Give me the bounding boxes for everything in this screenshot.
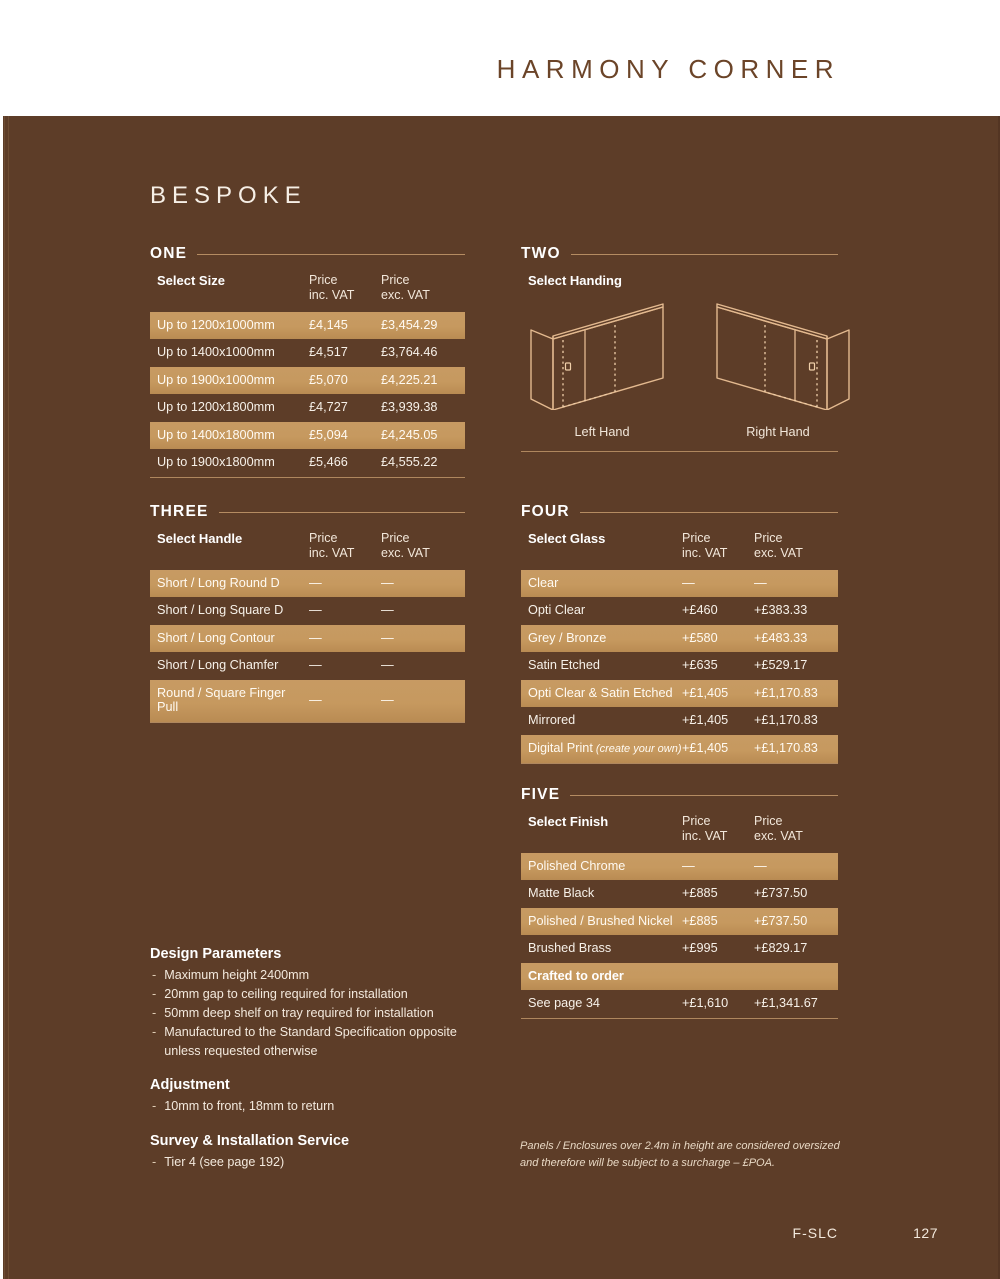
row-label: Round / Square Finger Pull xyxy=(150,680,309,722)
row-label: Clear xyxy=(521,570,682,598)
table-row[interactable] xyxy=(521,652,838,680)
price-exc-vat-cell: — xyxy=(381,603,394,618)
row-label: Up to 1400x1000mm xyxy=(157,345,275,360)
row-label: Mirrored xyxy=(528,713,576,728)
price-exc-vat-cell: +£829.17 xyxy=(754,941,808,956)
price-exc-line1: Price xyxy=(754,531,783,545)
page-heading: BESPOKE xyxy=(150,182,307,209)
price-inc-vat-cell: +£885 xyxy=(682,886,718,901)
price-inc-vat-cell: — xyxy=(309,658,322,673)
table-row[interactable] xyxy=(150,570,465,598)
price-inc-vat-header xyxy=(309,528,381,570)
price-exc-vat-header xyxy=(381,528,465,570)
section-two-rule xyxy=(571,254,838,255)
dash-bullet-icon: - xyxy=(152,1099,157,1114)
price-inc-vat-cell: £4,727 xyxy=(309,400,348,415)
price-exc-vat-cell: — xyxy=(754,570,838,598)
dash-bullet-icon: - xyxy=(152,968,157,982)
notes-item-text: 50mm deep shelf on tray required for installation xyxy=(164,1005,434,1020)
section-one xyxy=(150,245,465,478)
section-five-rule xyxy=(570,795,838,796)
table-row[interactable] xyxy=(150,597,465,625)
table-row[interactable] xyxy=(521,597,838,625)
size-table xyxy=(150,270,465,477)
price-exc-vat-cell: +£483.33 xyxy=(754,625,838,653)
row-label: Up to 1900x1800mm xyxy=(157,455,275,470)
price-exc-vat-cell: +£383.33 xyxy=(754,603,808,618)
row-label: Opti Clear xyxy=(528,603,586,618)
section-five-bottom-rule xyxy=(521,1018,838,1019)
size-column-header: Select Size xyxy=(157,273,225,288)
section-three-header xyxy=(150,503,465,521)
handing-option-left[interactable] xyxy=(527,302,677,439)
table-row[interactable] xyxy=(521,990,838,1018)
price-exc-vat-cell: +£1,341.67 xyxy=(754,996,818,1011)
table-row[interactable] xyxy=(521,908,838,936)
section-five-header xyxy=(521,786,838,804)
glass-table-body xyxy=(521,570,838,763)
price-inc-vat-header xyxy=(682,528,754,570)
page-body xyxy=(0,116,1000,1279)
section-one-rule xyxy=(197,254,465,255)
section-two-number: TWO xyxy=(521,245,561,262)
price-inc-vat-cell: +£1,405 xyxy=(682,713,729,728)
price-inc-vat-cell: +£1,610 xyxy=(682,996,729,1011)
notes-item xyxy=(150,985,490,1004)
page-left-rule-1 xyxy=(4,116,5,1279)
price-exc-vat-cell: £4,245.05 xyxy=(381,422,465,450)
table-row[interactable] xyxy=(150,680,465,722)
row-label: Short / Long Contour xyxy=(150,625,309,653)
notes-item-text: 20mm gap to ceiling required for installation xyxy=(164,986,408,1001)
table-row[interactable] xyxy=(521,625,838,653)
price-inc-line1: Price xyxy=(309,273,338,287)
section-four-number: FOUR xyxy=(521,503,570,520)
left-hand-enclosure-icon xyxy=(527,302,677,410)
table-row[interactable] xyxy=(150,449,465,477)
table-header-row xyxy=(521,811,838,853)
row-label: Short / Long Square D xyxy=(157,603,284,618)
row-label: Up to 1200x1000mm xyxy=(150,312,309,340)
price-exc-line2: exc. VAT xyxy=(381,288,430,303)
price-inc-line2: inc. VAT xyxy=(682,546,728,561)
notes-heading: Survey & Installation Service xyxy=(150,1133,350,1150)
price-exc-vat-cell: +£1,170.83 xyxy=(754,735,838,763)
price-exc-vat-cell: +£529.17 xyxy=(754,658,808,673)
table-header-row xyxy=(521,528,838,570)
row-label: Short / Long Chamfer xyxy=(157,658,279,673)
row-label: Satin Etched xyxy=(528,658,600,673)
row-label: Brushed Brass xyxy=(528,941,612,956)
section-three-bottom-rule xyxy=(150,722,465,723)
price-inc-line2: inc. VAT xyxy=(682,829,728,844)
table-row[interactable] xyxy=(150,367,465,395)
price-inc-vat-cell: +£580 xyxy=(682,625,754,653)
price-inc-vat-cell: +£995 xyxy=(682,941,718,956)
section-four xyxy=(521,503,838,764)
price-inc-vat-cell: — xyxy=(309,570,381,598)
handle-column-header: Select Handle xyxy=(157,531,243,546)
row-label: See page 34 xyxy=(528,996,600,1011)
notes-panel xyxy=(150,946,490,1172)
row-label: Up to 1900x1000mm xyxy=(150,367,309,395)
row-label: Grey / Bronze xyxy=(521,625,682,653)
price-exc-line2: exc. VAT xyxy=(754,546,803,561)
notes-spacer xyxy=(150,1116,490,1133)
dash-bullet-icon: - xyxy=(152,1005,157,1020)
row-label: Digital Print (create your own) xyxy=(521,735,682,763)
dash-bullet-icon: - xyxy=(152,986,157,1001)
price-inc-vat-cell: £5,466 xyxy=(309,455,348,470)
row-label: Matte Black xyxy=(528,886,595,901)
handing-caption-right: Right Hand xyxy=(746,425,810,439)
handing-option-right[interactable] xyxy=(703,302,853,439)
price-inc-vat-cell: — xyxy=(682,853,754,881)
price-inc-line1: Price xyxy=(682,531,711,545)
row-label: Opti Clear & Satin Etched xyxy=(521,680,682,708)
price-inc-vat-cell: — xyxy=(309,625,381,653)
section-three xyxy=(150,503,465,723)
price-exc-vat-cell: — xyxy=(381,625,465,653)
section-two-bottom-rule xyxy=(521,451,838,452)
table-row[interactable] xyxy=(521,963,838,991)
price-inc-vat-cell: +£460 xyxy=(682,603,718,618)
handing-options xyxy=(521,302,838,439)
notes-item xyxy=(150,966,490,985)
glass-table xyxy=(521,528,838,763)
price-exc-line1: Price xyxy=(754,814,783,828)
table-header-row xyxy=(150,528,465,570)
price-inc-vat-cell: +£885 xyxy=(682,908,754,936)
row-label: Crafted to order xyxy=(521,963,682,991)
table-row[interactable] xyxy=(150,339,465,367)
table-row[interactable] xyxy=(521,707,838,735)
price-exc-vat-cell: +£1,170.83 xyxy=(754,713,818,728)
price-inc-vat-cell: £5,094 xyxy=(309,422,381,450)
price-exc-vat-cell: £3,454.29 xyxy=(381,312,465,340)
section-one-bottom-rule xyxy=(150,477,465,478)
price-inc-vat-cell: — xyxy=(682,570,754,598)
row-label: Short / Long Round D xyxy=(150,570,309,598)
price-inc-vat-cell: £4,517 xyxy=(309,345,348,360)
table-row[interactable] xyxy=(150,652,465,680)
price-exc-vat-cell: +£1,170.83 xyxy=(754,680,838,708)
notes-spacer xyxy=(150,1060,490,1077)
section-four-bottom-rule xyxy=(521,763,838,764)
price-exc-line1: Price xyxy=(381,273,410,287)
row-label: Polished Chrome xyxy=(521,853,682,881)
price-inc-vat-cell: — xyxy=(309,680,381,722)
notes-item xyxy=(150,1097,490,1116)
section-four-rule xyxy=(580,512,838,513)
price-inc-vat-cell: +£635 xyxy=(682,658,718,673)
notes-item xyxy=(150,1153,490,1172)
section-two xyxy=(521,245,838,452)
table-row[interactable] xyxy=(521,853,838,881)
handle-table-body xyxy=(150,570,465,723)
row-label: Polished / Brushed Nickel xyxy=(521,908,682,936)
price-exc-line1: Price xyxy=(381,531,410,545)
price-exc-vat-header xyxy=(754,811,838,853)
price-inc-vat-cell: £4,145 xyxy=(309,312,381,340)
handle-table xyxy=(150,528,465,722)
notes-item-text: Maximum height 2400mm xyxy=(164,968,310,982)
table-row[interactable] xyxy=(521,880,838,908)
size-table-body xyxy=(150,312,465,478)
notes-heading: Design Parameters xyxy=(150,946,282,962)
price-exc-vat-cell: — xyxy=(381,680,465,722)
table-row[interactable] xyxy=(521,570,838,598)
table-header-row xyxy=(150,270,465,312)
section-four-header xyxy=(521,503,838,521)
notes-item-text: Tier 4 (see page 192) xyxy=(164,1155,285,1170)
dash-bullet-icon: - xyxy=(152,1155,157,1170)
row-label: Up to 1200x1800mm xyxy=(157,400,275,415)
price-exc-vat-cell: £3,764.46 xyxy=(381,345,438,360)
price-exc-vat-cell: +£737.50 xyxy=(754,886,808,901)
price-inc-line1: Price xyxy=(682,814,711,828)
price-exc-vat-cell: £4,225.21 xyxy=(381,367,465,395)
section-two-header xyxy=(521,245,838,263)
product-code: F-SLC xyxy=(792,1225,838,1241)
table-row[interactable] xyxy=(521,680,838,708)
table-row[interactable] xyxy=(521,935,838,963)
price-exc-vat-cell: — xyxy=(381,570,465,598)
notes-item-text: Manufactured to the Standard Specification opposite unless requested otherwise xyxy=(164,1024,457,1058)
price-exc-vat-cell: +£737.50 xyxy=(754,908,838,936)
section-three-rule xyxy=(219,512,465,513)
price-exc-line2: exc. VAT xyxy=(381,546,430,561)
notes-item-text: 10mm to front, 18mm to return xyxy=(164,1099,335,1114)
price-inc-vat-cell: +£1,405 xyxy=(682,735,754,763)
price-inc-vat-header xyxy=(309,270,381,312)
masthead xyxy=(0,0,1000,116)
price-exc-vat-header xyxy=(754,528,838,570)
price-inc-vat-cell xyxy=(682,963,754,991)
price-exc-vat-cell: — xyxy=(754,853,838,881)
oversize-footnote: Panels / Enclosures over 2.4m in height are considered oversized and therefore will be subject to a surcharge – £POA. xyxy=(520,1140,840,1170)
page-left-edge xyxy=(0,116,3,1279)
price-inc-vat-cell: — xyxy=(309,603,322,618)
product-title: HARMONY CORNER xyxy=(496,54,840,84)
notes-item xyxy=(150,1023,490,1061)
page-left-rule-2 xyxy=(8,116,9,1279)
row-label-note: (create your own) xyxy=(592,743,682,756)
price-exc-line2: exc. VAT xyxy=(754,829,803,844)
price-inc-vat-header xyxy=(682,811,754,853)
price-inc-vat-cell: +£1,405 xyxy=(682,680,754,708)
price-exc-vat-header xyxy=(381,270,465,312)
notes-heading: Adjustment xyxy=(150,1077,230,1094)
section-one-header xyxy=(150,245,465,263)
section-one-number: ONE xyxy=(150,245,188,262)
row-label: Up to 1400x1800mm xyxy=(150,422,309,450)
handle-icon xyxy=(566,363,571,370)
table-row[interactable] xyxy=(150,394,465,422)
table-row[interactable] xyxy=(150,312,465,340)
price-inc-vat-cell: £5,070 xyxy=(309,367,381,395)
section-three-number: THREE xyxy=(150,503,209,520)
price-exc-vat-cell: £3,939.38 xyxy=(381,400,438,415)
right-hand-enclosure-icon xyxy=(703,302,853,410)
notes-item xyxy=(150,1004,490,1023)
handing-caption-left: Left Hand xyxy=(574,425,630,439)
price-inc-line2: inc. VAT xyxy=(309,546,355,561)
glass-column-header: Select Glass xyxy=(528,531,606,546)
handing-column-header: Select Handing xyxy=(528,273,622,288)
price-exc-vat-cell: £4,555.22 xyxy=(381,455,438,470)
finish-column-header: Select Finish xyxy=(528,814,609,829)
page-number: 127 xyxy=(913,1225,938,1241)
price-inc-line2: inc. VAT xyxy=(309,288,355,303)
table-row[interactable] xyxy=(521,735,838,763)
finish-table-body xyxy=(521,853,838,1019)
price-exc-vat-cell xyxy=(754,963,838,991)
section-five-number: FIVE xyxy=(521,786,561,803)
dash-bullet-icon: - xyxy=(152,1024,157,1039)
price-inc-line1: Price xyxy=(309,531,338,545)
price-exc-vat-cell: — xyxy=(381,658,394,673)
finish-table xyxy=(521,811,838,1018)
table-row[interactable] xyxy=(150,625,465,653)
table-row[interactable] xyxy=(150,422,465,450)
section-five xyxy=(521,786,838,1019)
